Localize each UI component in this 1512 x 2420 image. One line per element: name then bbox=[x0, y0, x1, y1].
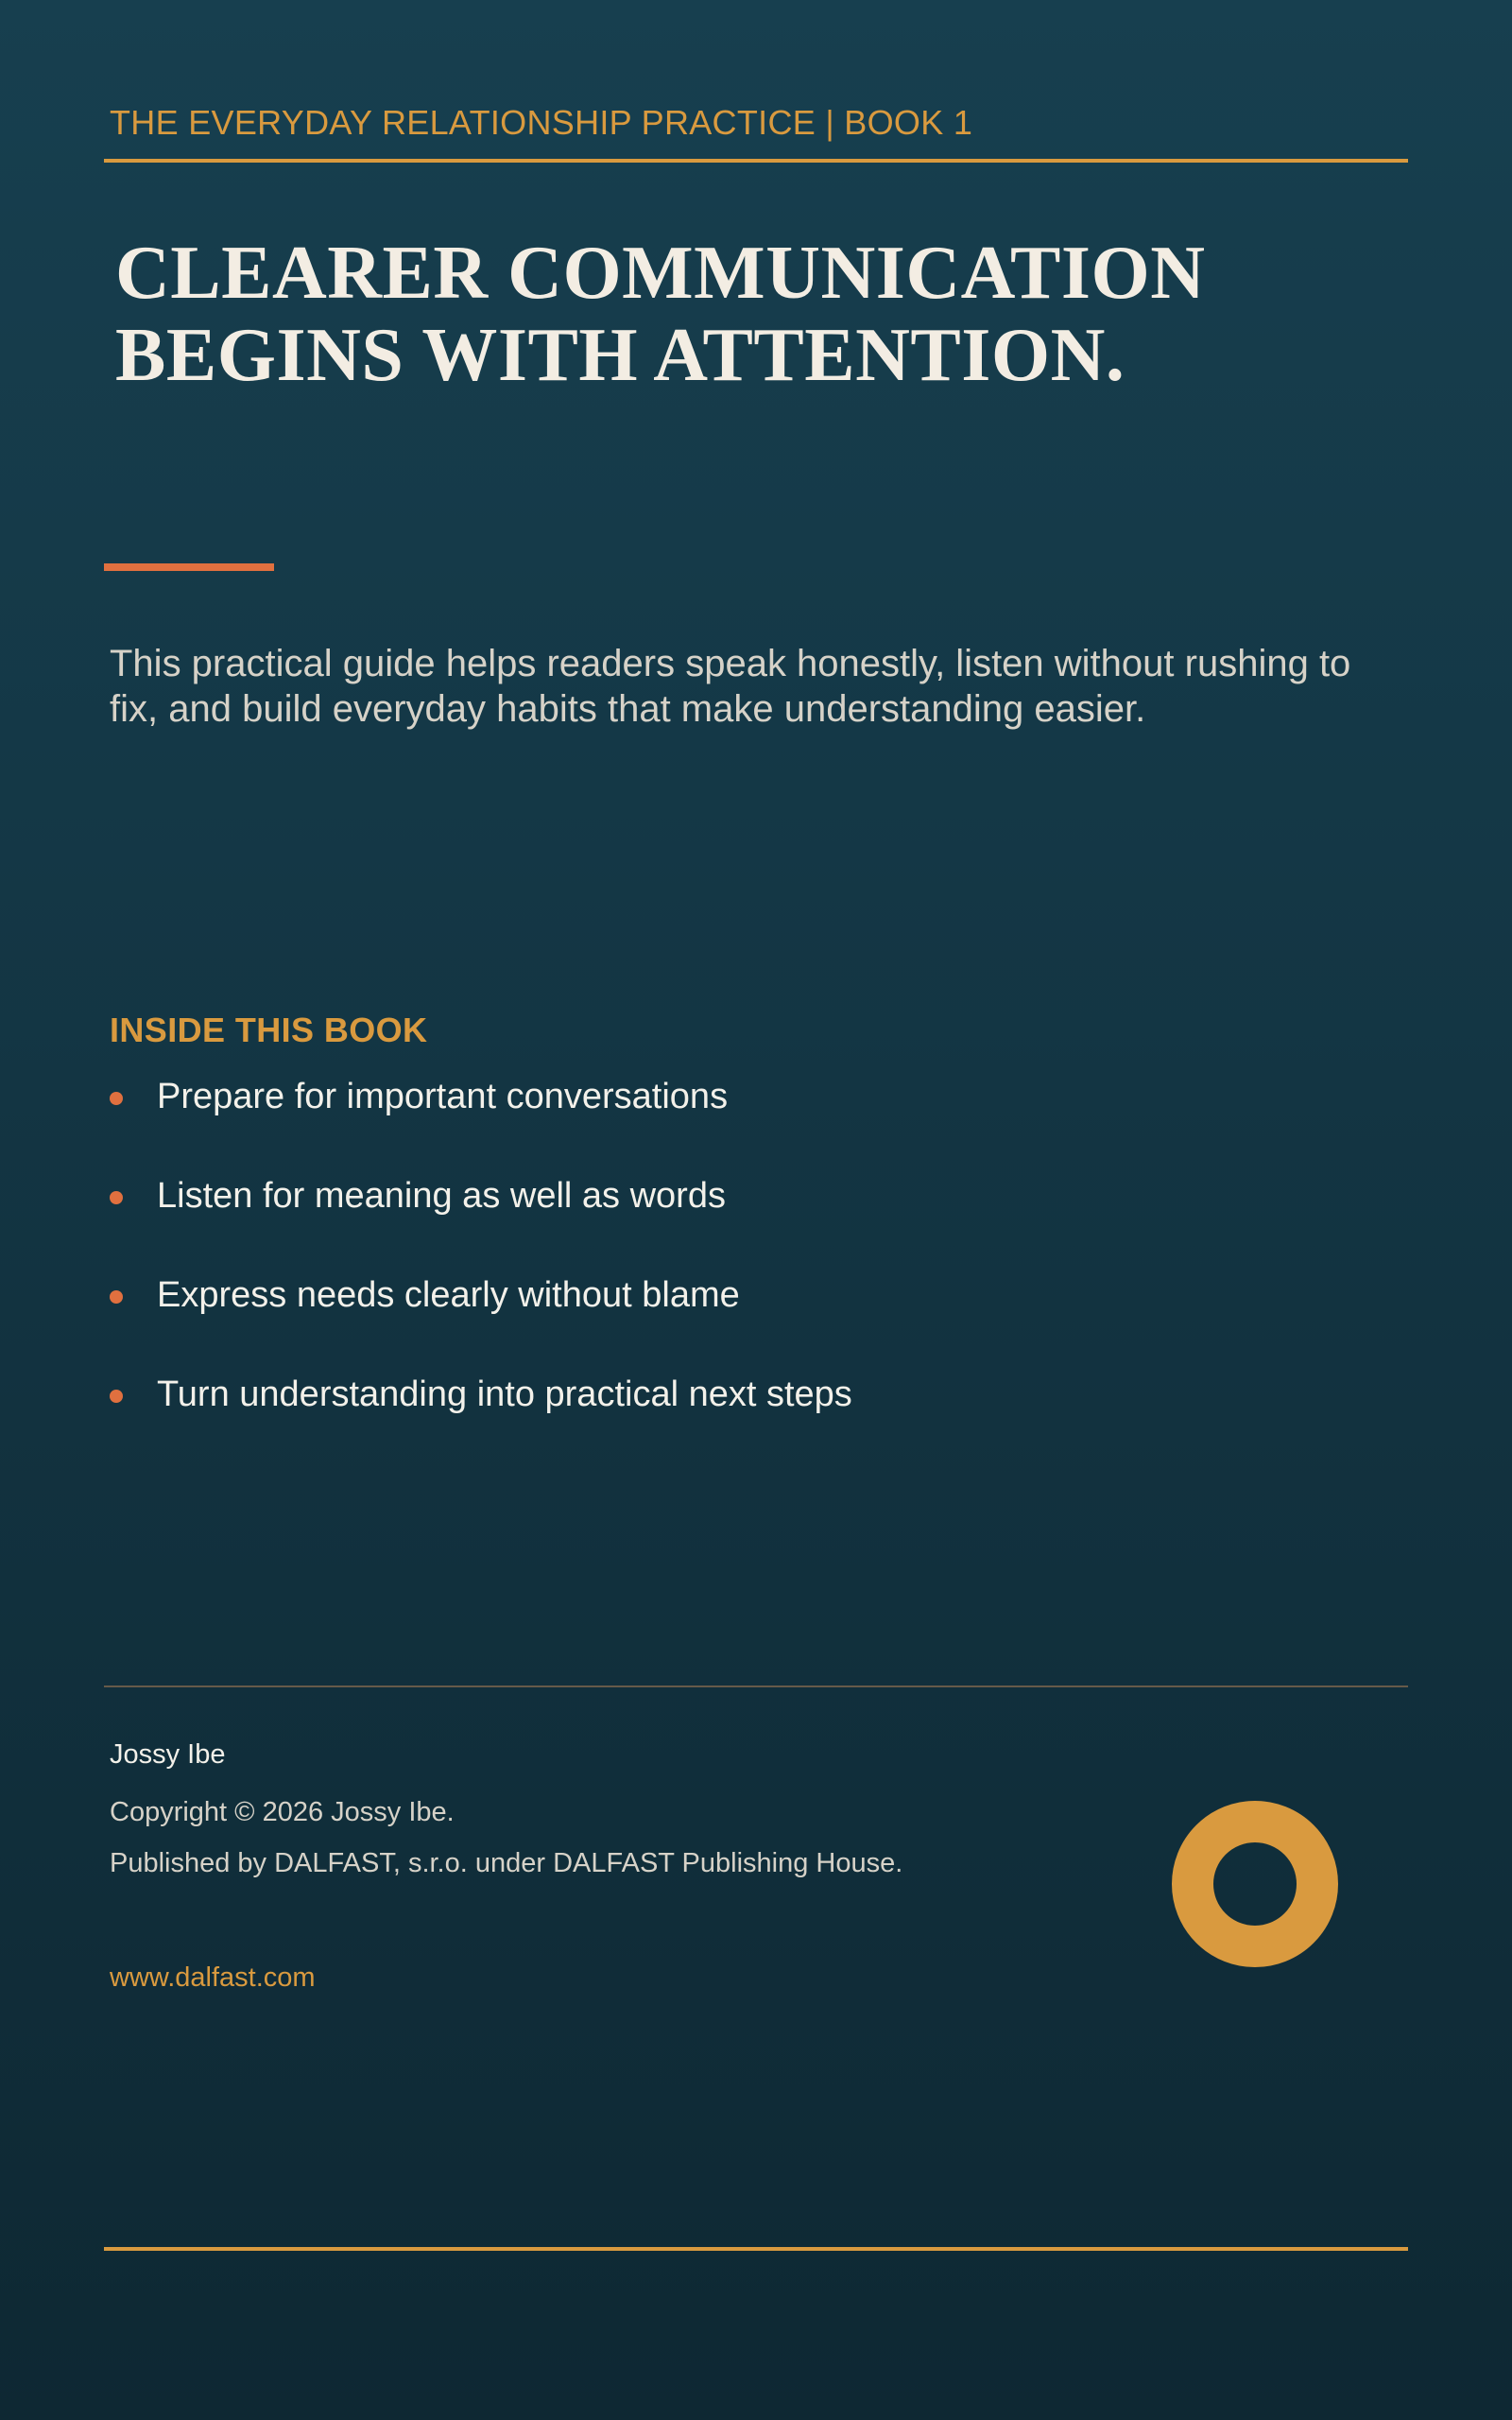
ring-logo-shape bbox=[1193, 1822, 1317, 1946]
list-item bbox=[110, 1372, 852, 1471]
list-item bbox=[110, 1074, 852, 1173]
list-item-label: Turn understanding into practical next steps bbox=[157, 1374, 852, 1414]
inside-book-list bbox=[110, 1074, 852, 1471]
list-item-label: Listen for meaning as well as words bbox=[157, 1176, 726, 1216]
publisher-website-link[interactable]: www.dalfast.com bbox=[110, 1962, 316, 1993]
list-item bbox=[110, 1272, 852, 1372]
bullet-dot-icon bbox=[110, 1290, 123, 1304]
bullet-dot-icon bbox=[110, 1390, 123, 1403]
ring-logo-icon bbox=[1172, 1801, 1338, 1967]
bullet-dot-icon bbox=[110, 1092, 123, 1105]
list-item-label: Express needs clearly without blame bbox=[157, 1275, 740, 1315]
publisher-notice: Published by DALFAST, s.r.o. under DALFAST Publishing House. bbox=[110, 1848, 903, 1878]
list-item bbox=[110, 1173, 852, 1272]
book-title bbox=[115, 233, 1205, 397]
accent-bar bbox=[104, 563, 274, 571]
book-description: This practical guide helps readers speak honestly, listen without rushing to fix, and build everyday habits that make understanding easier. bbox=[110, 643, 1351, 730]
book-title-line-1: CLEARER COMMUNICATION bbox=[115, 232, 1206, 315]
author-name: Jossy Ibe bbox=[110, 1739, 226, 1770]
top-divider bbox=[104, 159, 1408, 163]
bottom-divider bbox=[104, 2247, 1408, 2251]
copyright-notice: Copyright © 2026 Jossy Ibe. bbox=[110, 1797, 455, 1827]
footer-divider bbox=[104, 1685, 1408, 1687]
book-title-line-2: BEGINS WITH ATTENTION. bbox=[115, 314, 1125, 397]
series-label: THE EVERYDAY RELATIONSHIP PRACTICE | BOOK 1 bbox=[110, 103, 973, 142]
bullet-dot-icon bbox=[110, 1191, 123, 1204]
list-item-label: Prepare for important conversations bbox=[157, 1077, 729, 1116]
inside-book-heading: INSIDE THIS BOOK bbox=[110, 1011, 428, 1049]
